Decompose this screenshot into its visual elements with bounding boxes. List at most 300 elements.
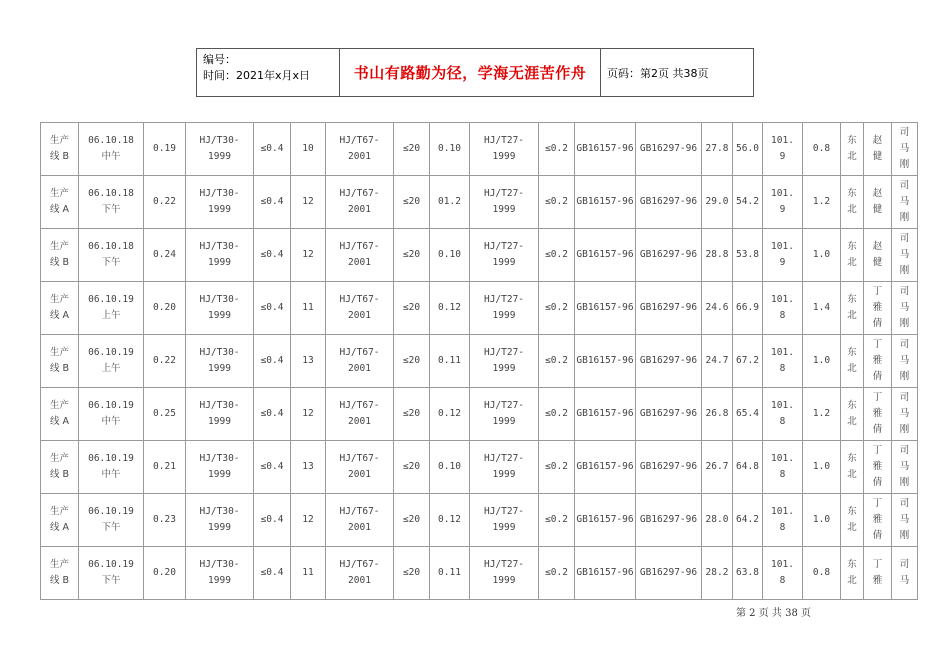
cell-line: HJ/T27- xyxy=(483,559,525,570)
value-3-cell: 0.11 xyxy=(430,547,470,600)
cell-line: 倩 xyxy=(872,477,883,488)
standard-2-cell: GB16297-96 xyxy=(636,441,702,494)
cell-line: 下午 xyxy=(101,575,121,586)
cell-line: 1999 xyxy=(492,204,516,215)
value-1-cell: 0.25 xyxy=(144,388,186,441)
cell-line: 雅 xyxy=(872,575,883,586)
cell-line: 北 xyxy=(847,416,857,427)
limit-3-cell: ≤0.2 xyxy=(539,547,575,600)
cell-line: 上午 xyxy=(101,310,121,321)
humidity-cell: 65.4 xyxy=(733,388,763,441)
humidity-cell: 54.2 xyxy=(733,176,763,229)
cell-line: HJ/T30- xyxy=(199,400,240,411)
cell-line: 2001 xyxy=(348,257,371,268)
limit-1-cell: ≤0.4 xyxy=(254,388,291,441)
cell-line: 8 xyxy=(779,363,786,374)
value-2-cell: 11 xyxy=(291,547,326,600)
cell-line: 101. xyxy=(771,453,794,464)
cell-line: 东 xyxy=(847,453,857,464)
method-3-cell xyxy=(470,176,539,229)
value-2-cell: 12 xyxy=(291,176,326,229)
cell-line: 1999 xyxy=(208,522,231,533)
cell-line: 北 xyxy=(847,363,857,374)
cell-line: 丁 xyxy=(872,445,883,456)
humidity-cell: 53.8 xyxy=(733,229,763,282)
cell-line: 1999 xyxy=(492,469,516,480)
cell-line: 06.10.19 xyxy=(88,559,134,570)
cell-line: HJ/T27- xyxy=(483,188,525,199)
cell-line: 8 xyxy=(779,310,786,321)
cell-line: 1999 xyxy=(492,257,516,268)
cell-line: 1999 xyxy=(208,151,231,162)
cell-line: 1999 xyxy=(208,257,231,268)
cell-line: HJ/T27- xyxy=(483,453,525,464)
value-3-cell: 0.10 xyxy=(430,441,470,494)
pressure-cell xyxy=(763,282,803,335)
cell-line: 刚 xyxy=(899,159,910,170)
value-2-cell: 12 xyxy=(291,494,326,547)
limit-1-cell: ≤0.4 xyxy=(254,229,291,282)
limit-2-cell: ≤20 xyxy=(394,335,430,388)
standard-1-cell: GB16157-96 xyxy=(575,547,636,600)
cell-line: 司 xyxy=(899,339,910,350)
date-cell xyxy=(79,229,144,282)
cell-line: 东 xyxy=(847,135,857,146)
humidity-cell: 56.0 xyxy=(733,123,763,176)
cell-line: HJ/T67- xyxy=(339,135,380,146)
header-meta xyxy=(197,49,340,96)
cell-line: 06.10.18 xyxy=(88,188,134,199)
line-cell xyxy=(41,229,79,282)
table-body xyxy=(41,123,918,600)
cell-line: 线 A xyxy=(49,204,70,215)
standard-2-cell: GB16297-96 xyxy=(636,494,702,547)
sampler-cell xyxy=(864,123,892,176)
analyst-cell xyxy=(892,335,918,388)
method-3-cell xyxy=(470,441,539,494)
cell-line: 下午 xyxy=(101,257,121,268)
analyst-cell xyxy=(892,388,918,441)
cell-line: 2001 xyxy=(348,522,371,533)
cell-line: HJ/T67- xyxy=(339,506,380,517)
limit-2-cell: ≤20 xyxy=(394,388,430,441)
date-cell xyxy=(79,335,144,388)
limit-3-cell: ≤0.2 xyxy=(539,441,575,494)
cell-line: 06.10.19 xyxy=(88,400,134,411)
line-cell xyxy=(41,176,79,229)
value-3-cell: 0.12 xyxy=(430,494,470,547)
cell-line: 东 xyxy=(847,241,857,252)
cell-line: 06.10.18 xyxy=(88,135,134,146)
cell-line: HJ/T30- xyxy=(199,294,240,305)
wind-direction-cell xyxy=(841,388,864,441)
limit-1-cell: ≤0.4 xyxy=(254,282,291,335)
limit-3-cell: ≤0.2 xyxy=(539,176,575,229)
cell-line: 司 xyxy=(899,127,910,138)
cell-line: 雅 xyxy=(872,461,883,472)
cell-line: 东 xyxy=(847,294,857,305)
analyst-cell xyxy=(892,494,918,547)
cell-line: 生产 xyxy=(49,347,69,358)
cell-line: 北 xyxy=(847,522,857,533)
sampler-cell xyxy=(864,494,892,547)
value-1-cell: 0.22 xyxy=(144,176,186,229)
cell-line: 司 xyxy=(899,498,910,509)
cell-line: 司 xyxy=(899,445,910,456)
cell-line: 2001 xyxy=(348,575,371,586)
cell-line: 马 xyxy=(899,514,910,525)
header-page-info: 页码：第2页 共38页 xyxy=(607,66,709,80)
sampler-cell xyxy=(864,388,892,441)
table-row xyxy=(41,176,918,229)
method-3-cell xyxy=(470,494,539,547)
cell-line: HJ/T67- xyxy=(339,294,380,305)
cell-line: 线 A xyxy=(49,522,70,533)
cell-line: 06.10.19 xyxy=(88,294,134,305)
value-3-cell: 0.12 xyxy=(430,388,470,441)
analyst-cell xyxy=(892,176,918,229)
pressure-cell xyxy=(763,494,803,547)
value-1-cell: 0.20 xyxy=(144,547,186,600)
wind-direction-cell xyxy=(841,176,864,229)
cell-line: 1999 xyxy=(208,310,231,321)
value-3-cell: 0.10 xyxy=(430,229,470,282)
cell-line: HJ/T67- xyxy=(339,453,380,464)
cell-line: 101. xyxy=(771,241,794,252)
date-cell xyxy=(79,441,144,494)
cell-line: 东 xyxy=(847,347,857,358)
cell-line: HJ/T30- xyxy=(199,241,240,252)
method-1-cell xyxy=(186,547,254,600)
cell-line: 北 xyxy=(847,310,857,321)
line-cell xyxy=(41,123,79,176)
cell-line: 1999 xyxy=(492,416,516,427)
limit-2-cell: ≤20 xyxy=(394,229,430,282)
limit-3-cell: ≤0.2 xyxy=(539,282,575,335)
method-2-cell xyxy=(326,441,394,494)
standard-1-cell: GB16157-96 xyxy=(575,388,636,441)
cell-line: 生产 xyxy=(49,135,69,146)
cell-line: 下午 xyxy=(101,522,121,533)
limit-3-cell: ≤0.2 xyxy=(539,123,575,176)
limit-2-cell: ≤20 xyxy=(394,494,430,547)
cell-line: 马 xyxy=(899,355,910,366)
cell-line: 1999 xyxy=(492,363,516,374)
cell-line: 健 xyxy=(872,204,883,215)
date-cell xyxy=(79,176,144,229)
cell-line: 生产 xyxy=(49,400,69,411)
cell-line: 06.10.19 xyxy=(88,453,134,464)
cell-line: HJ/T30- xyxy=(199,559,240,570)
cell-line: 线 A xyxy=(49,416,70,427)
wind-speed-cell: 1.0 xyxy=(803,494,841,547)
limit-1-cell: ≤0.4 xyxy=(254,176,291,229)
line-cell xyxy=(41,494,79,547)
standard-1-cell: GB16157-96 xyxy=(575,335,636,388)
method-1-cell xyxy=(186,123,254,176)
wind-direction-cell xyxy=(841,441,864,494)
cell-line: 刚 xyxy=(899,530,910,541)
line-cell xyxy=(41,388,79,441)
table-row xyxy=(41,282,918,335)
cell-line: 8 xyxy=(779,416,786,427)
limit-3-cell: ≤0.2 xyxy=(539,335,575,388)
humidity-cell: 67.2 xyxy=(733,335,763,388)
wind-speed-cell: 0.8 xyxy=(803,547,841,600)
sampler-cell xyxy=(864,176,892,229)
table-row xyxy=(41,335,918,388)
cell-line: 线 B xyxy=(49,363,70,374)
value-2-cell: 12 xyxy=(291,388,326,441)
cell-line: 中午 xyxy=(101,416,121,427)
value-1-cell: 0.21 xyxy=(144,441,186,494)
cell-line: 1999 xyxy=(492,575,516,586)
sampler-cell xyxy=(864,282,892,335)
table-row xyxy=(41,441,918,494)
cell-line: 刚 xyxy=(899,371,910,382)
cell-line: 8 xyxy=(779,469,786,480)
cell-line: 马 xyxy=(899,575,910,586)
limit-3-cell: ≤0.2 xyxy=(539,388,575,441)
temperature-cell: 28.2 xyxy=(702,547,733,600)
standard-1-cell: GB16157-96 xyxy=(575,229,636,282)
wind-speed-cell: 1.0 xyxy=(803,229,841,282)
cell-line: 8 xyxy=(779,575,786,586)
cell-line: 司 xyxy=(899,180,910,191)
method-1-cell xyxy=(186,176,254,229)
cell-line: HJ/T27- xyxy=(483,400,525,411)
table-row xyxy=(41,547,918,600)
date-cell xyxy=(79,547,144,600)
method-1-cell xyxy=(186,282,254,335)
limit-1-cell: ≤0.4 xyxy=(254,441,291,494)
cell-line: 赵 xyxy=(872,135,883,146)
pressure-cell xyxy=(763,388,803,441)
sampler-cell xyxy=(864,547,892,600)
cell-line: 马 xyxy=(899,461,910,472)
temperature-cell: 26.8 xyxy=(702,388,733,441)
cell-line: 丁 xyxy=(872,339,883,350)
page-footer: 第 2 页 共 38 页 xyxy=(736,608,811,619)
limit-1-cell: ≤0.4 xyxy=(254,547,291,600)
method-2-cell xyxy=(326,494,394,547)
temperature-cell: 26.7 xyxy=(702,441,733,494)
method-3-cell xyxy=(470,123,539,176)
cell-line: 线 B xyxy=(49,257,70,268)
cell-line: 9 xyxy=(779,204,786,215)
standard-2-cell: GB16297-96 xyxy=(636,547,702,600)
temperature-cell: 27.8 xyxy=(702,123,733,176)
method-1-cell xyxy=(186,335,254,388)
cell-line: 下午 xyxy=(101,204,121,215)
standard-2-cell: GB16297-96 xyxy=(636,229,702,282)
method-3-cell xyxy=(470,229,539,282)
temperature-cell: 24.6 xyxy=(702,282,733,335)
cell-line: 丁 xyxy=(872,559,883,570)
analyst-cell xyxy=(892,441,918,494)
date-cell xyxy=(79,388,144,441)
table-row xyxy=(41,388,918,441)
limit-2-cell: ≤20 xyxy=(394,282,430,335)
limit-3-cell: ≤0.2 xyxy=(539,494,575,547)
value-2-cell: 12 xyxy=(291,229,326,282)
temperature-cell: 24.7 xyxy=(702,335,733,388)
humidity-cell: 64.8 xyxy=(733,441,763,494)
cell-line: 2001 xyxy=(348,363,371,374)
cell-line: 雅 xyxy=(872,302,883,313)
date-cell xyxy=(79,282,144,335)
method-2-cell xyxy=(326,123,394,176)
cell-line: 8 xyxy=(779,522,786,533)
sampler-cell xyxy=(864,335,892,388)
wind-direction-cell xyxy=(841,335,864,388)
value-1-cell: 0.20 xyxy=(144,282,186,335)
method-1-cell xyxy=(186,441,254,494)
wind-speed-cell: 0.8 xyxy=(803,123,841,176)
cell-line: 司 xyxy=(899,392,910,403)
analyst-cell xyxy=(892,282,918,335)
cell-line: 北 xyxy=(847,204,857,215)
limit-1-cell: ≤0.4 xyxy=(254,123,291,176)
cell-line: 101. xyxy=(771,294,794,305)
cell-line: 雅 xyxy=(872,408,883,419)
document-header xyxy=(196,48,754,97)
value-2-cell: 11 xyxy=(291,282,326,335)
value-1-cell: 0.23 xyxy=(144,494,186,547)
temperature-cell: 29.0 xyxy=(702,176,733,229)
cell-line: 倩 xyxy=(872,371,883,382)
cell-line: HJ/T27- xyxy=(483,347,525,358)
cell-line: 雅 xyxy=(872,514,883,525)
method-2-cell xyxy=(326,335,394,388)
value-2-cell: 13 xyxy=(291,441,326,494)
pressure-cell xyxy=(763,335,803,388)
line-cell xyxy=(41,547,79,600)
value-3-cell: 01.2 xyxy=(430,176,470,229)
cell-line: 上午 xyxy=(101,363,121,374)
cell-line: 101. xyxy=(771,188,794,199)
cell-line: 马 xyxy=(899,408,910,419)
cell-line: 生产 xyxy=(49,506,69,517)
cell-line: HJ/T30- xyxy=(199,135,240,146)
cell-line: HJ/T67- xyxy=(339,188,380,199)
value-1-cell: 0.19 xyxy=(144,123,186,176)
method-3-cell xyxy=(470,335,539,388)
cell-line: 北 xyxy=(847,151,857,162)
analyst-cell xyxy=(892,229,918,282)
cell-line: 1999 xyxy=(492,522,516,533)
cell-line: HJ/T27- xyxy=(483,506,525,517)
cell-line: 9 xyxy=(779,257,786,268)
cell-line: 2001 xyxy=(348,151,371,162)
humidity-cell: 66.9 xyxy=(733,282,763,335)
cell-line: HJ/T67- xyxy=(339,559,380,570)
limit-1-cell: ≤0.4 xyxy=(254,335,291,388)
sampler-cell xyxy=(864,229,892,282)
cell-line: 倩 xyxy=(872,530,883,541)
wind-direction-cell xyxy=(841,229,864,282)
cell-line: 司 xyxy=(899,559,910,570)
cell-line: 北 xyxy=(847,257,857,268)
cell-line: 线 B xyxy=(49,469,70,480)
cell-line: 线 B xyxy=(49,151,70,162)
cell-line: 司 xyxy=(899,233,910,244)
standard-2-cell: GB16297-96 xyxy=(636,388,702,441)
table-row xyxy=(41,123,918,176)
cell-line: HJ/T67- xyxy=(339,347,380,358)
wind-speed-cell: 1.0 xyxy=(803,335,841,388)
cell-line: 06.10.19 xyxy=(88,347,134,358)
value-2-cell: 10 xyxy=(291,123,326,176)
cell-line: HJ/T67- xyxy=(339,400,380,411)
limit-2-cell: ≤20 xyxy=(394,176,430,229)
cell-line: 东 xyxy=(847,506,857,517)
method-2-cell xyxy=(326,388,394,441)
cell-line: 北 xyxy=(847,469,857,480)
table-row xyxy=(41,494,918,547)
cell-line: 生产 xyxy=(49,241,69,252)
cell-line: 马 xyxy=(899,196,910,207)
cell-line: 1999 xyxy=(492,151,516,162)
analyst-cell xyxy=(892,547,918,600)
cell-line: HJ/T67- xyxy=(339,241,380,252)
standard-2-cell: GB16297-96 xyxy=(636,123,702,176)
method-2-cell xyxy=(326,282,394,335)
wind-speed-cell: 1.2 xyxy=(803,176,841,229)
cell-line: 赵 xyxy=(872,241,883,252)
value-1-cell: 0.24 xyxy=(144,229,186,282)
limit-2-cell: ≤20 xyxy=(394,441,430,494)
cell-line: 2001 xyxy=(348,469,371,480)
cell-line: 东 xyxy=(847,188,857,199)
pressure-cell xyxy=(763,229,803,282)
value-1-cell: 0.22 xyxy=(144,335,186,388)
cell-line: 健 xyxy=(872,151,883,162)
cell-line: 2001 xyxy=(348,204,371,215)
table-row xyxy=(41,229,918,282)
wind-direction-cell xyxy=(841,123,864,176)
cell-line: 丁 xyxy=(872,498,883,509)
cell-line: 刚 xyxy=(899,318,910,329)
standard-1-cell: GB16157-96 xyxy=(575,123,636,176)
cell-line: 生产 xyxy=(49,188,69,199)
sampler-cell xyxy=(864,441,892,494)
date-cell xyxy=(79,123,144,176)
wind-direction-cell xyxy=(841,282,864,335)
pressure-cell xyxy=(763,547,803,600)
humidity-cell: 63.8 xyxy=(733,547,763,600)
header-motto: 书山有路勤为径，学海无涯苦作舟 xyxy=(340,49,601,96)
cell-line: 线 A xyxy=(49,310,70,321)
cell-line: 101. xyxy=(771,135,794,146)
time-label: 时间：2021年x月x日 xyxy=(203,69,311,82)
cell-line: 06.10.19 xyxy=(88,506,134,517)
temperature-cell: 28.8 xyxy=(702,229,733,282)
cell-line: 马 xyxy=(899,249,910,260)
method-2-cell xyxy=(326,176,394,229)
cell-line: 马 xyxy=(899,143,910,154)
temperature-cell: 28.0 xyxy=(702,494,733,547)
method-3-cell xyxy=(470,388,539,441)
cell-line: 1999 xyxy=(208,575,231,586)
cell-line: 中午 xyxy=(101,151,121,162)
wind-speed-cell: 1.4 xyxy=(803,282,841,335)
method-2-cell xyxy=(326,229,394,282)
cell-line: 赵 xyxy=(872,188,883,199)
humidity-cell: 64.2 xyxy=(733,494,763,547)
cell-line: 生产 xyxy=(49,559,69,570)
cell-line: 06.10.18 xyxy=(88,241,134,252)
